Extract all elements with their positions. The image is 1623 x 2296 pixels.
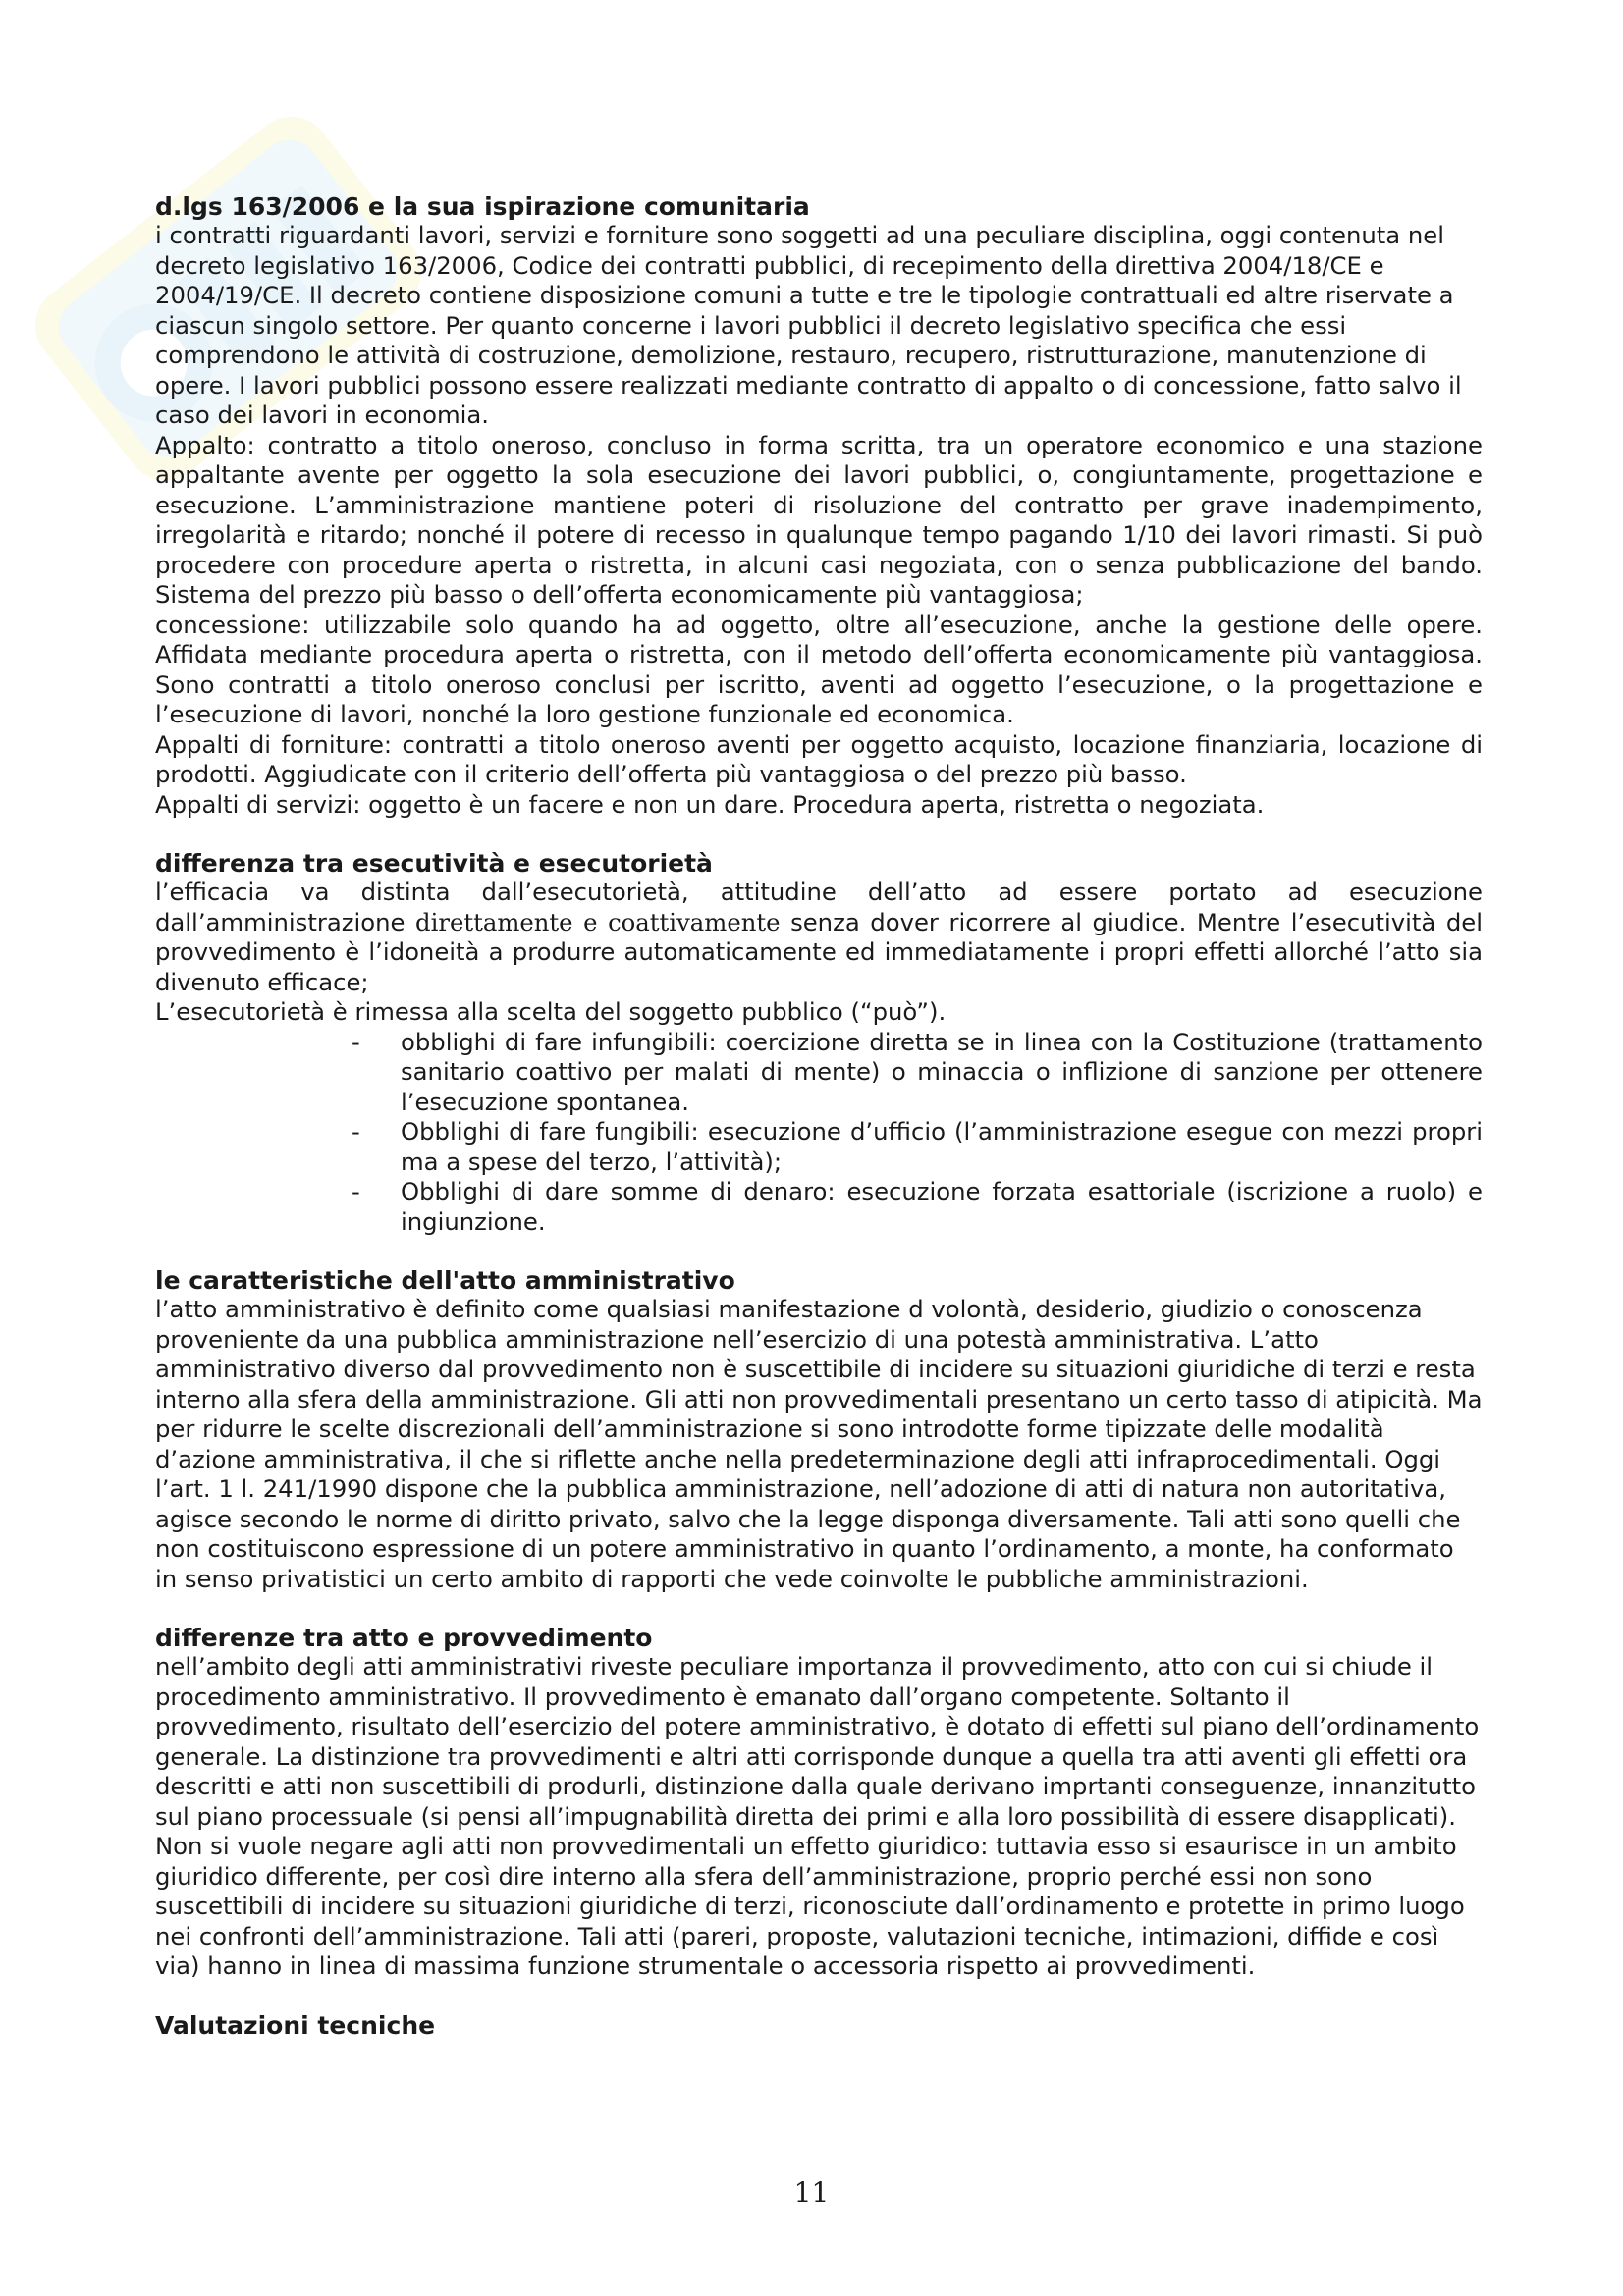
section-caratteristiche — [155, 1266, 1483, 1594]
section-heading: differenza tra esecutività e esecutorietà — [155, 849, 713, 878]
paragraph: concessione: utilizzabile solo quando ha ad oggetto, oltre all’esecuzione, anche la gestione delle opere. Affidata mediante procedura aperta o ristretta, con il metodo dell’offerta economicamente più vantaggiosa. Sono contratti a titolo oneroso conclusi per iscritto, aventi ad oggetto l’esecuzione, o la progettazione e l’esecuzione di lavori, nonché la loro gestione funzionale ed economica. — [155, 610, 1483, 728]
paragraph: Appalto: contratto a titolo oneroso, concluso in forma scritta, tra un operatore economico e una stazione appaltante avente per oggetto la sola esecuzione dei lavori pubblici, o, congiuntamente, progettazione e esecuzione. L’amministrazione mantiene poteri di risoluzione del contratto per grave inadempimento, irregolarità e ritardo; nonché il potere di recesso in qualunque tempo pagando 1/10 dei lavori rimasti. Si può procedere con procedure aperta o ristretta, in alcuni casi negoziata, con o senza pubblicazione del bando. Sistema del prezzo più basso o dell’offerta economicamente più vantaggiosa; — [155, 430, 1483, 609]
section-heading: le caratteristiche dell'atto amministrativo — [155, 1266, 735, 1295]
document-page — [155, 192, 1483, 2061]
paragraph: L’esecutorietà è rimessa alla scelta del soggetto pubblico (“può”). — [155, 997, 947, 1026]
paragraph — [155, 878, 1483, 997]
paragraph: l’atto amministrativo è definito come qualsiasi manifestazione d volontà, desiderio, giudizio o conoscenza proveniente da una pubblica amministrazione nell’esercizio di una potestà amministrativa. L’atto amministrativo diverso dal provvedimento non è suscettibile di incidere su situazioni giuridiche di terzi e resta interno alla sfera della amministrazione. Gli atti non provvedimentali presentano un certo tasso di atipicità. Ma per ridurre le scelte discrezionali dell’amministrazione si sono introdotte forme tipizzate delle modalità d’azione amministrativa, il che si riflette anche nella predeterminazione degli atti infraprocedimentali. Oggi l’art. 1 l. 241/1990 dispone che la pubblica amministrazione, nell’adozione di atti di natura non autoritativa, agisce secondo le norme di diritto privato, salvo che la legge disponga diversamente. Tali atti sono quelli che non costituiscono espressione di un potere amministrativo in quanto l’ordinamento, a monte, ha conformato in senso privatistici un certo ambito di rapporti che vede coinvolte le pubbliche amministrazioni. — [155, 1295, 1483, 1593]
dash-list — [155, 1028, 1483, 1238]
section-dlgs — [155, 192, 1483, 820]
bullet-dash: - — [352, 1027, 360, 1056]
list-item-text: Obblighi di fare fungibili: esecuzione d’ufficio (l’amministrazione esegue con mezzi propri ma a spese del terzo, l’attività); — [401, 1117, 1483, 1176]
paragraph: i contratti riguardanti lavori, servizi e forniture sono soggetti ad una peculiare disciplina, oggi contenuta nel decreto legislativo 163/2006, Codice dei contratti pubblici, di recepimento della direttiva 2004/18/CE e 2004/19/CE. Il decreto contiene disposizione comuni a tutte e tre le tipologie contrattuali ed altre riservate a ciascun singolo settore. Per quanto concerne i lavori pubblici il decreto legislativo specifica che essi comprendono le attività di costruzione, demolizione, restauro, recupero, ristrutturazione, manutenzione di opere. I lavori pubblici possono essere realizzati mediante contratto di appalto o di concessione, fatto salvo il caso dei lavori in economia. — [155, 221, 1462, 429]
paragraph: Appalti di forniture: contratti a titolo oneroso aventi per oggetto acquisto, locazione finanziaria, locazione di prodotti. Aggiudicate con il criterio dell’offerta più vantaggiosa o del prezzo più basso. — [155, 729, 1483, 788]
section-heading: Valutazioni tecniche — [155, 2010, 436, 2040]
list-item-text: Obblighi di dare somme di denaro: esecuzione forzata esattoriale (iscrizione a ruolo) e ingiunzione. — [401, 1177, 1483, 1236]
bullet-dash: - — [352, 1117, 360, 1146]
bullet-dash: - — [352, 1177, 360, 1205]
list-item — [352, 1177, 1483, 1237]
list-item — [352, 1027, 1483, 1118]
paragraph: nell’ambito degli atti amministrativi riveste peculiare importanza il provvedimento, atto con cui si chiude il procedimento amministrativo. Il provvedimento è emanato dall’organo competente. Soltanto il provvedimento, risultato dell’esercizio del potere amministrativo, è dotato di effetti sul piano dell’ordinamento generale. La distinzione tra provvedimenti e altri atti corrisponde dunque a quella tra atti aventi gli effetti ora descritti e atti non suscettibili di produrli, distinzione dalla quale derivano imprtanti conseguenze, innanzitutto sul piano processuale (si pensi all’impugnabilità diretta dei primi e alla loro possibilità di essere disapplicati). Non si vuole negare agli atti non provvedimentali un effetto giuridico: tuttavia esso si esaurisce in un ambito giuridico differente, per così dire interno alla sfera dell’amministrazione, proprio perché essi non sono suscettibili di incidere su situazioni giuridiche di terzi, riconosciute dall’ordinamento e protette in primo luogo nei confronti dell’amministrazione. Tali atti (pareri, proposte, valutazioni tecniche, intimazioni, diffide e così via) hanno in linea di massima funzione strumentale o accessoria rispetto ai provvedimenti. — [155, 1652, 1480, 1980]
list-item-text: obblighi di fare infungibili: coercizione diretta se in linea con la Costituzione (trattamento sanitario coattivo per malati di mente) o minaccia o inflizione di sanzione per ottenere l’esecuzione spontanea. — [401, 1027, 1483, 1116]
page-number: 11 — [793, 2176, 830, 2209]
text-run: l’efficacia va distinta dall’esecutorietà, attitudine dell’atto ad essere portato ad esecuzione dall’amministrazione — [155, 878, 1483, 936]
text-run: senza dover ricorrere al giudice. Mentre l’esecutività del provvedimento è l’idoneità a produrre automaticamente ed immediatamente i propri effetti allorché l’atto sia divenuto efficace; — [155, 907, 1484, 996]
paragraph: Appalti di servizi: oggetto è un facere e non un dare. Procedura aperta, ristretta o negoziata. — [155, 789, 1265, 819]
section-atto-provvedimento — [155, 1624, 1483, 1982]
section-esecutivita — [155, 849, 1483, 1237]
text-run-serif: direttamente e coattivamente — [415, 907, 781, 936]
section-heading: d.lgs 163/2006 e la sua ispirazione comunitaria — [155, 192, 810, 221]
section-valutazioni — [155, 2011, 1483, 2040]
list-item — [352, 1117, 1483, 1177]
section-heading: differenze tra atto e provvedimento — [155, 1624, 653, 1652]
